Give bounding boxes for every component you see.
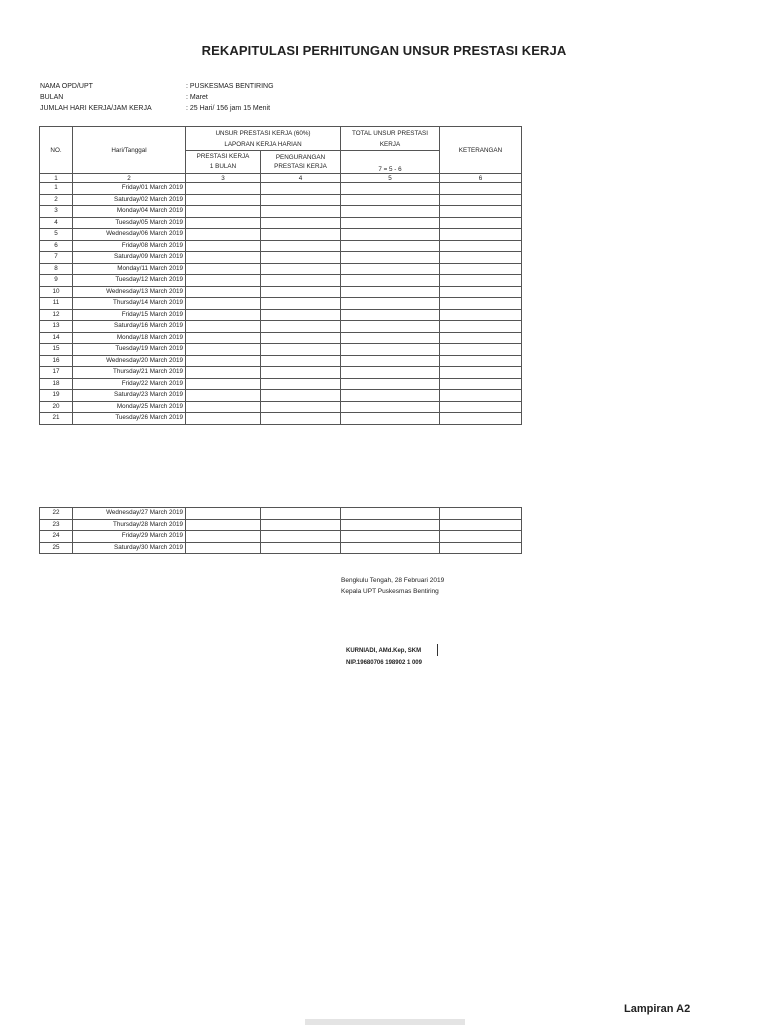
- row-date: Saturday/16 March 2019: [73, 321, 186, 333]
- header-pengurangan-line1: PENGURANGAN: [275, 154, 326, 161]
- signature-position: Kepala UPT Puskesmas Bentiring: [341, 588, 439, 595]
- table-row: [40, 413, 522, 425]
- total-cell: [341, 542, 440, 554]
- recap-table-continued: [39, 507, 522, 554]
- total-cell: [341, 378, 440, 390]
- row-number: 1: [40, 183, 73, 195]
- pengurangan-cell: [261, 367, 341, 379]
- row-number: 7: [40, 252, 73, 264]
- header-unsur: [186, 127, 341, 151]
- pengurangan-cell: [261, 542, 341, 554]
- table-row: [40, 344, 522, 356]
- row-number: 11: [40, 298, 73, 310]
- row-number: 19: [40, 390, 73, 402]
- header-prestasi: [186, 151, 261, 174]
- pengurangan-cell: [261, 401, 341, 413]
- prestasi-cell: [186, 286, 261, 298]
- row-number: 6: [40, 240, 73, 252]
- signature-nip: NIP.19680706 198902 1 009: [346, 660, 422, 666]
- prestasi-cell: [186, 275, 261, 287]
- prestasi-cell: [186, 194, 261, 206]
- total-cell: [341, 321, 440, 333]
- prestasi-cell: [186, 252, 261, 264]
- prestasi-cell: [186, 378, 261, 390]
- total-cell: [341, 332, 440, 344]
- keterangan-cell: [440, 217, 522, 229]
- row-date: Monday/25 March 2019: [73, 401, 186, 413]
- pengurangan-cell: [261, 217, 341, 229]
- row-date: Tuesday/05 March 2019: [73, 217, 186, 229]
- total-cell: [341, 355, 440, 367]
- keterangan-cell: [440, 378, 522, 390]
- pengurangan-cell: [261, 519, 341, 531]
- table-row: [40, 508, 522, 520]
- prestasi-cell: [186, 401, 261, 413]
- row-date: Saturday/30 March 2019: [73, 542, 186, 554]
- pengurangan-cell: [261, 229, 341, 241]
- text-cursor-bar: [437, 644, 438, 656]
- total-cell: [341, 240, 440, 252]
- row-number: 4: [40, 217, 73, 229]
- header-pengurangan-line2: PRESTASI KERJA: [274, 163, 327, 170]
- info-row-jumlah-hari: [40, 103, 274, 114]
- row-number: 9: [40, 275, 73, 287]
- header-no: NO.: [40, 127, 73, 174]
- row-number: 8: [40, 263, 73, 275]
- keterangan-cell: [440, 355, 522, 367]
- table-row: [40, 355, 522, 367]
- pengurangan-cell: [261, 252, 341, 264]
- total-cell: [341, 229, 440, 241]
- header-prestasi-line1: PRESTASI KERJA: [196, 153, 250, 160]
- keterangan-cell: [440, 229, 522, 241]
- row-number: 10: [40, 286, 73, 298]
- info-label: JUMLAH HARI KERJA/JAM KERJA: [40, 105, 152, 112]
- total-cell: [341, 206, 440, 218]
- column-number: 6: [440, 174, 522, 183]
- row-number: 13: [40, 321, 73, 333]
- prestasi-cell: [186, 332, 261, 344]
- row-date: Friday/15 March 2019: [73, 309, 186, 321]
- table-row: [40, 309, 522, 321]
- row-number: 5: [40, 229, 73, 241]
- column-number: 4: [261, 174, 341, 183]
- table-body-part2: [40, 508, 522, 554]
- total-cell: [341, 390, 440, 402]
- header-total: [341, 127, 440, 151]
- keterangan-cell: [440, 194, 522, 206]
- row-number: 18: [40, 378, 73, 390]
- header-total-line2: KERJA: [379, 140, 401, 148]
- table-row: [40, 321, 522, 333]
- header-unsur-line1: UNSUR PRESTASI KERJA (60%): [215, 129, 311, 137]
- row-number: 16: [40, 355, 73, 367]
- table-header: [40, 127, 522, 183]
- signature-name: KURNIADI, AMd.Kep, SKM: [346, 648, 422, 654]
- header-unsur-line2: LAPORAN KERJA HARIAN: [224, 140, 302, 148]
- row-date: Friday/22 March 2019: [73, 378, 186, 390]
- signature-block: [341, 575, 444, 597]
- keterangan-cell: [440, 240, 522, 252]
- row-number: 22: [40, 508, 73, 520]
- row-date: Tuesday/26 March 2019: [73, 413, 186, 425]
- table-row: [40, 390, 522, 402]
- table-row: [40, 229, 522, 241]
- header-pengurangan: [261, 151, 341, 174]
- table-row: [40, 217, 522, 229]
- table-row: [40, 252, 522, 264]
- total-cell: [341, 286, 440, 298]
- total-cell: [341, 252, 440, 264]
- table-row: [40, 194, 522, 206]
- header-prestasi-line2: 1 BULAN: [209, 163, 237, 170]
- row-date: Thursday/28 March 2019: [73, 519, 186, 531]
- row-date: Saturday/23 March 2019: [73, 390, 186, 402]
- total-cell: [341, 367, 440, 379]
- page-title: REKAPITULASI PERHITUNGAN UNSUR PRESTASI KERJA: [201, 43, 567, 58]
- row-date: Wednesday/20 March 2019: [73, 355, 186, 367]
- pengurangan-cell: [261, 240, 341, 252]
- row-number: 21: [40, 413, 73, 425]
- pengurangan-cell: [261, 390, 341, 402]
- pengurangan-cell: [261, 298, 341, 310]
- pengurangan-cell: [261, 275, 341, 287]
- pengurangan-cell: [261, 344, 341, 356]
- header-date: Hari/Tanggal: [73, 127, 186, 174]
- info-row-opd: [40, 81, 274, 92]
- pengurangan-cell: [261, 332, 341, 344]
- row-date: Tuesday/12 March 2019: [73, 275, 186, 287]
- header-total-line1: TOTAL UNSUR PRESTASI: [351, 129, 429, 137]
- row-number: 2: [40, 194, 73, 206]
- column-number: 5: [341, 174, 440, 183]
- table-row: [40, 531, 522, 543]
- table-row: [40, 275, 522, 287]
- table-row: [40, 542, 522, 554]
- keterangan-cell: [440, 508, 522, 520]
- prestasi-cell: [186, 367, 261, 379]
- lampiran-label: Lampiran A2: [624, 1003, 691, 1015]
- keterangan-cell: [440, 309, 522, 321]
- total-cell: [341, 275, 440, 287]
- pengurangan-cell: [261, 355, 341, 367]
- prestasi-cell: [186, 542, 261, 554]
- table-row: [40, 206, 522, 218]
- keterangan-cell: [440, 531, 522, 543]
- prestasi-cell: [186, 263, 261, 275]
- prestasi-cell: [186, 390, 261, 402]
- recap-table: [39, 126, 522, 425]
- prestasi-cell: [186, 217, 261, 229]
- table-row: [40, 286, 522, 298]
- keterangan-cell: [440, 321, 522, 333]
- table-body-part1: [40, 183, 522, 425]
- pengurangan-cell: [261, 206, 341, 218]
- pengurangan-cell: [261, 413, 341, 425]
- total-cell: [341, 263, 440, 275]
- column-number: 1: [40, 174, 73, 183]
- info-value: : Maret: [186, 94, 208, 101]
- prestasi-cell: [186, 206, 261, 218]
- total-cell: [341, 531, 440, 543]
- row-date: Monday/04 March 2019: [73, 206, 186, 218]
- row-date: Friday/29 March 2019: [73, 531, 186, 543]
- total-cell: [341, 508, 440, 520]
- prestasi-cell: [186, 344, 261, 356]
- pengurangan-cell: [261, 286, 341, 298]
- row-date: Wednesday/06 March 2019: [73, 229, 186, 241]
- row-number: 23: [40, 519, 73, 531]
- header-keterangan: KETERANGAN: [440, 127, 522, 174]
- keterangan-cell: [440, 263, 522, 275]
- keterangan-cell: [440, 344, 522, 356]
- prestasi-cell: [186, 519, 261, 531]
- keterangan-cell: [440, 206, 522, 218]
- row-number: 3: [40, 206, 73, 218]
- row-number: 12: [40, 309, 73, 321]
- keterangan-cell: [440, 275, 522, 287]
- keterangan-cell: [440, 332, 522, 344]
- info-value: : PUSKESMAS BENTIRING: [186, 83, 274, 90]
- row-date: Wednesday/13 March 2019: [73, 286, 186, 298]
- keterangan-cell: [440, 413, 522, 425]
- table-row: [40, 240, 522, 252]
- prestasi-cell: [186, 355, 261, 367]
- row-date: Monday/11 March 2019: [73, 263, 186, 275]
- keterangan-cell: [440, 298, 522, 310]
- total-cell: [341, 309, 440, 321]
- prestasi-cell: [186, 321, 261, 333]
- signature-place-date: Bengkulu Tengah, 28 Februari 2019: [341, 577, 445, 584]
- prestasi-cell: [186, 309, 261, 321]
- column-number: 2: [73, 174, 186, 183]
- prestasi-cell: [186, 508, 261, 520]
- table-row: [40, 519, 522, 531]
- info-value: : 25 Hari/ 156 jam 15 Menit: [186, 105, 271, 112]
- row-date: Monday/18 March 2019: [73, 332, 186, 344]
- header-total-formula: 7 = 5 - 6: [341, 151, 440, 174]
- row-date: Saturday/02 March 2019: [73, 194, 186, 206]
- column-number: 3: [186, 174, 261, 183]
- prestasi-cell: [186, 240, 261, 252]
- row-date: Tuesday/19 March 2019: [73, 344, 186, 356]
- row-date: Thursday/14 March 2019: [73, 298, 186, 310]
- table-row: [40, 332, 522, 344]
- pengurangan-cell: [261, 321, 341, 333]
- row-number: 24: [40, 531, 73, 543]
- total-cell: [341, 413, 440, 425]
- row-date: Friday/01 March 2019: [73, 183, 186, 195]
- keterangan-cell: [440, 183, 522, 195]
- total-cell: [341, 298, 440, 310]
- signature-name-block: [346, 645, 422, 669]
- keterangan-cell: [440, 286, 522, 298]
- pengurangan-cell: [261, 508, 341, 520]
- table-row: [40, 367, 522, 379]
- table-row: [40, 183, 522, 195]
- row-number: 15: [40, 344, 73, 356]
- keterangan-cell: [440, 542, 522, 554]
- prestasi-cell: [186, 183, 261, 195]
- prestasi-cell: [186, 298, 261, 310]
- info-label: NAMA OPD/UPT: [40, 83, 93, 90]
- row-date: Thursday/21 March 2019: [73, 367, 186, 379]
- keterangan-cell: [440, 519, 522, 531]
- row-number: 25: [40, 542, 73, 554]
- table-row: [40, 298, 522, 310]
- pengurangan-cell: [261, 309, 341, 321]
- pengurangan-cell: [261, 378, 341, 390]
- cut-off-footer-text: [305, 1019, 465, 1025]
- keterangan-cell: [440, 401, 522, 413]
- pengurangan-cell: [261, 194, 341, 206]
- total-cell: [341, 217, 440, 229]
- row-date: Wednesday/27 March 2019: [73, 508, 186, 520]
- total-cell: [341, 519, 440, 531]
- keterangan-cell: [440, 252, 522, 264]
- row-number: 20: [40, 401, 73, 413]
- keterangan-cell: [440, 390, 522, 402]
- total-cell: [341, 401, 440, 413]
- pengurangan-cell: [261, 183, 341, 195]
- column-numbers-row: [40, 174, 522, 183]
- document-info: [40, 81, 274, 114]
- total-cell: [341, 183, 440, 195]
- prestasi-cell: [186, 229, 261, 241]
- total-cell: [341, 344, 440, 356]
- prestasi-cell: [186, 531, 261, 543]
- table-row: [40, 263, 522, 275]
- info-row-bulan: [40, 92, 274, 103]
- row-date: Friday/08 March 2019: [73, 240, 186, 252]
- row-number: 14: [40, 332, 73, 344]
- pengurangan-cell: [261, 263, 341, 275]
- total-cell: [341, 194, 440, 206]
- prestasi-cell: [186, 413, 261, 425]
- table-row: [40, 401, 522, 413]
- info-label: BULAN: [40, 94, 64, 101]
- table-row: [40, 378, 522, 390]
- keterangan-cell: [440, 367, 522, 379]
- pengurangan-cell: [261, 531, 341, 543]
- row-number: 17: [40, 367, 73, 379]
- row-date: Saturday/09 March 2019: [73, 252, 186, 264]
